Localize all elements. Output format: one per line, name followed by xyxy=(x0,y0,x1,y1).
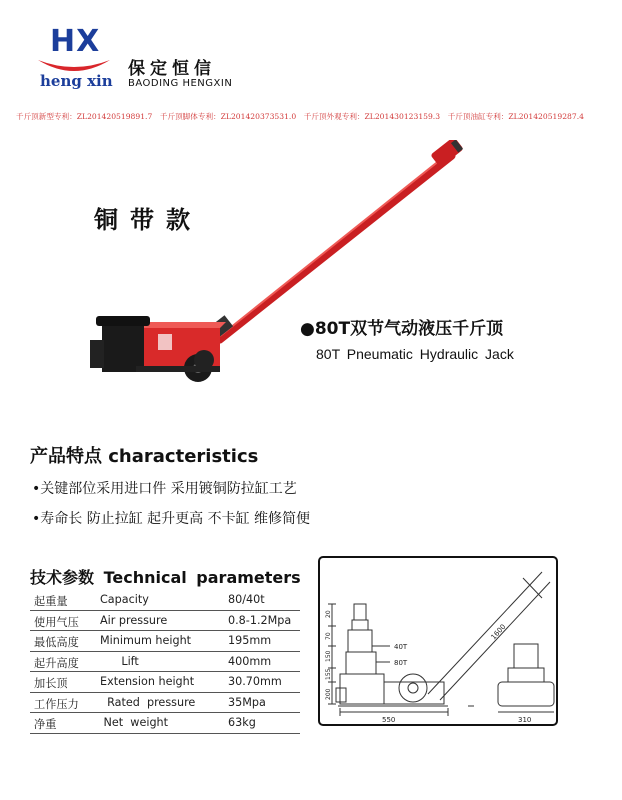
dim-left: 155 xyxy=(325,668,332,680)
spec-value: 400mm xyxy=(228,654,272,668)
dim-left: 150 xyxy=(325,650,332,662)
spec-label-en: Rated pressure xyxy=(100,695,196,709)
width-dimension: 310 xyxy=(518,716,532,724)
company-name-en: BAODING HENGXIN xyxy=(128,78,233,89)
features-title: 产品特点 characteristics xyxy=(30,446,259,467)
spec-label-en: Lift xyxy=(100,654,139,668)
spec-label-cn: 起重量 xyxy=(34,595,68,608)
spec-label-cn: 净重 xyxy=(34,718,57,731)
spec-row-lift xyxy=(30,652,300,673)
spec-label-cn: 工作压力 xyxy=(34,697,79,711)
product-title-cn: ●80T双节气动液压千斤顶 xyxy=(300,319,504,339)
feature-item: •关键部位采用进口件 采用镀铜防拉缸工艺 xyxy=(32,481,297,497)
spec-value: 30.70mm xyxy=(228,675,282,688)
handle-dimension: 1600 xyxy=(489,622,508,642)
spec-row-capacity xyxy=(30,590,300,611)
spec-row-extension-height xyxy=(30,672,300,693)
dim-left: 70 xyxy=(325,632,332,640)
spec-row-air-pressure xyxy=(30,611,300,632)
spec-value: 35Mpa xyxy=(228,695,266,709)
patent-numbers: 千斤顶新型专利：ZL201420519891.7 千斤顶脚体专利：ZL201420373531.0 千斤顶外观专利：ZL201430123159.3 千斤顶油缸专利：ZL201420519287.4 xyxy=(16,112,584,121)
spec-value: 0.8-1.2Mpa xyxy=(228,613,292,627)
spec-label-en: Net weight xyxy=(100,716,169,729)
product-title-en: 80T Pneumatic Hydraulic Jack xyxy=(316,346,514,362)
spec-label-cn: 起升高度 xyxy=(34,656,79,670)
spec-label-en: Extension height xyxy=(100,675,195,688)
specs-table xyxy=(30,590,300,734)
spec-label-en: Minimum height xyxy=(100,634,192,647)
feature-item: •寿命长 防止拉缸 起升更高 不卡缸 维修简便 xyxy=(32,511,311,527)
stage-40t-label: 40T xyxy=(394,643,408,651)
specs-title: 技术参数 Technical parameters xyxy=(30,568,301,587)
spec-label-en: Air pressure xyxy=(100,613,168,627)
spec-value: 80/40t xyxy=(228,593,265,606)
dim-left: 200 xyxy=(325,688,332,700)
logo-subtitle: heng xin xyxy=(40,72,113,90)
spec-row-rated-pressure xyxy=(30,693,300,714)
stage-80t-label: 80T xyxy=(394,659,408,667)
spec-label-cn: 加长顶 xyxy=(34,677,68,690)
spec-row-minimum-height xyxy=(30,631,300,652)
spec-row-net-weight xyxy=(30,713,300,734)
spec-value: 63kg xyxy=(228,716,256,729)
company-name-cn: 保定恒信 xyxy=(128,59,216,79)
dim-left: 20 xyxy=(325,610,332,618)
length-dimension: 550 xyxy=(382,716,396,724)
spec-label-en: Capacity xyxy=(100,593,149,606)
logo-mark-text: HX xyxy=(50,24,101,59)
spec-value: 195mm xyxy=(228,634,272,647)
spec-label-cn: 使用气压 xyxy=(34,615,79,629)
spec-label-cn: 最低高度 xyxy=(34,636,79,649)
model-style-title: 铜带款 xyxy=(94,206,202,234)
technical-drawing xyxy=(318,556,558,726)
